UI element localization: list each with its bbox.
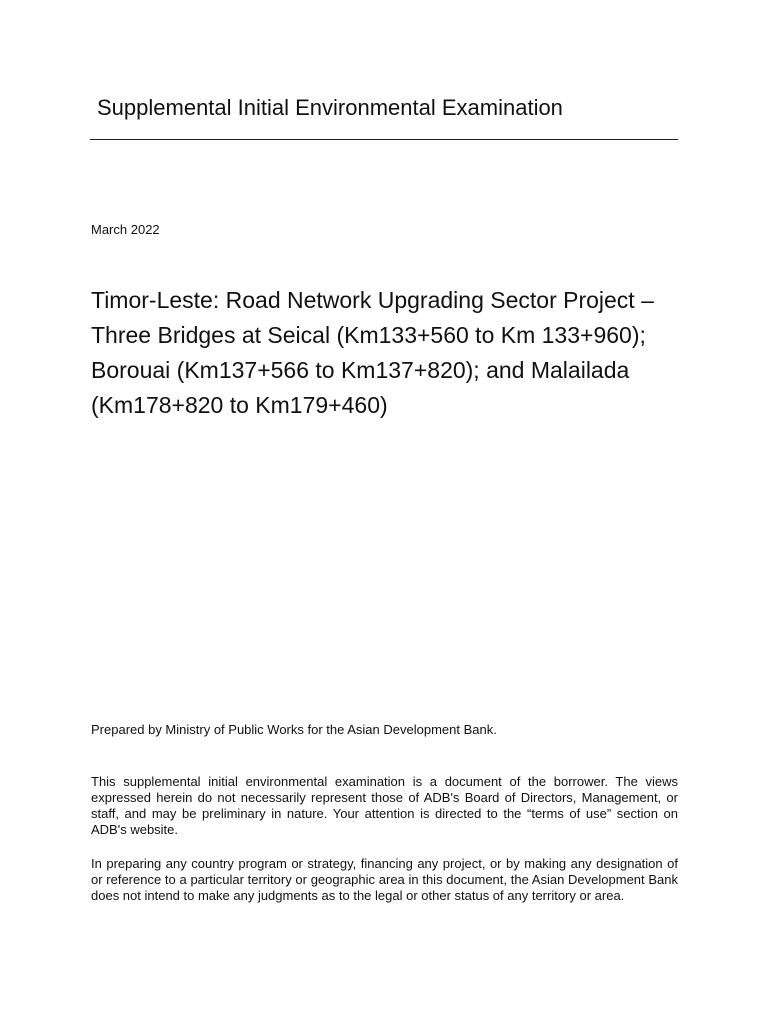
document-date: March 2022 [91,222,160,237]
project-title: Timor-Leste: Road Network Upgrading Sector Project – Three Bridges at Seical (Km133+560 to Km 133+960); Borouai (Km137+566 to Km137+820); and Malailada (Km178+820 to Km179+460) [91,287,654,418]
disclaimer-paragraph-territory: In preparing any country program or strategy, financing any project, or by making any designation of or reference to a particular territory or geographic area in this document, the Asian Development Bank does not intend to make any judgments as to the legal or other status of any territory or area. [91,856,678,903]
heading-divider [90,139,678,140]
prepared-by-statement: Prepared by Ministry of Public Works for the Asian Development Bank. [91,722,497,737]
document-type-heading: Supplemental Initial Environmental Examination [97,95,563,120]
disclaimer-paragraph-borrower: This supplemental initial environmental examination is a document of the borrower. The views expressed herein do not necessarily represent those of ADB's Board of Directors, Management, or staff, and may be preliminary in nature. Your attention is directed to the “terms of use” section on ADB's website. [91,774,678,837]
